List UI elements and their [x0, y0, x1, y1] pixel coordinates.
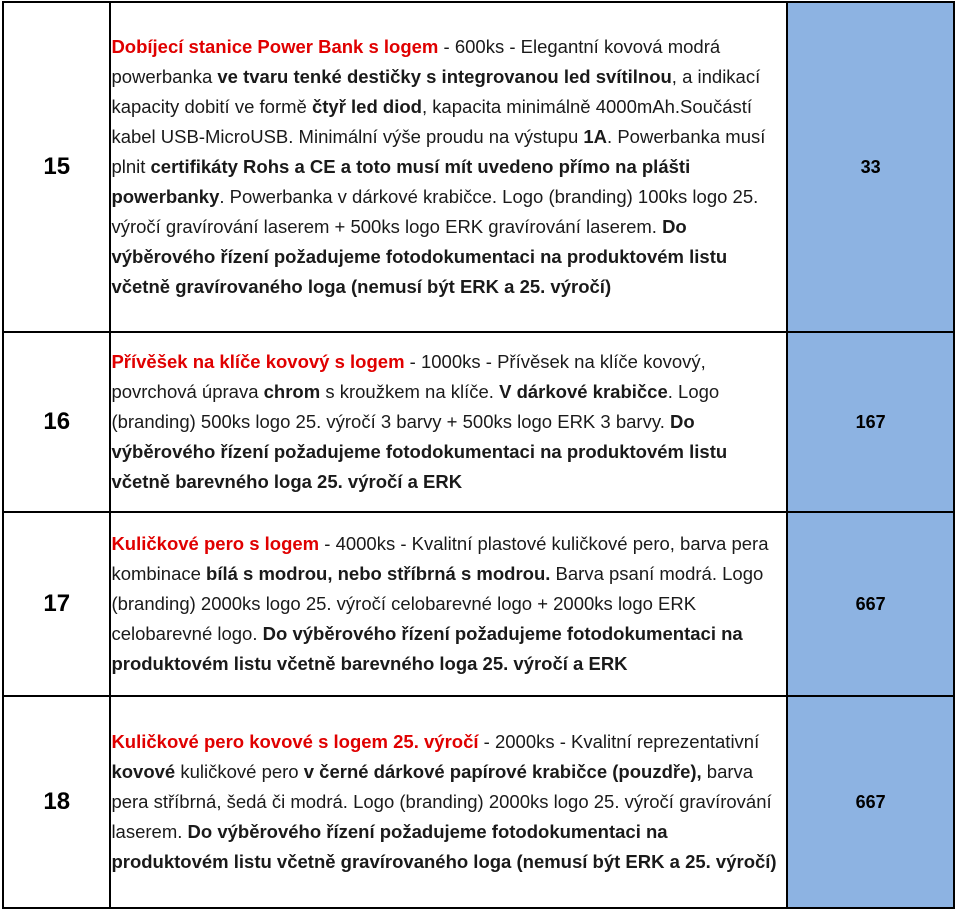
item-quantity: 167 [787, 332, 954, 512]
item-description [110, 696, 787, 908]
requirement-note: Do výběrového řízení požadujeme fotodokumentaci na produktovém listu včetně barevného loga 25. výročí a ERK [111, 411, 728, 492]
description-bold: V dárkové krabičce [499, 381, 668, 402]
item-quantity: 667 [787, 512, 954, 696]
description-text: barva pera stříbrná, šedá či modrá. Logo (branding) 2000ks logo 25. výročí gravírování laserem. [111, 761, 772, 842]
item-title: Kuličkové pero s logem [111, 533, 320, 554]
description-bold: čtyř led diod [311, 96, 422, 117]
item-number: 15 [3, 2, 110, 332]
description-text: - 1000ks - Přívěsek na klíče kovový, povrchová úprava [111, 351, 706, 402]
description-bold: v černé dárkové papírové krabičce (pouzdře), [303, 761, 702, 782]
table-row [3, 512, 954, 696]
description-text: Barva psaní modrá. Logo (branding) 2000ks logo 25. výročí celobarevné logo + 2000ks logo ERK celobarevné logo. [111, 563, 764, 644]
item-title: Dobíjecí stanice Power Bank s logem [111, 36, 439, 57]
table-row [3, 696, 954, 908]
item-quantity: 667 [787, 696, 954, 908]
item-number: 18 [3, 696, 110, 908]
description-text: , a indikací kapacity dobití ve formě [111, 66, 761, 117]
description-text: , kapacita minimálně 4000mAh.Součástí kabel USB-MicroUSB. Minimální výše proudu na výstupu [111, 96, 753, 147]
table-row [3, 2, 954, 332]
description-text: - 2000ks - Kvalitní reprezentativní [478, 731, 760, 752]
requirement-note: Do výběrového řízení požadujeme fotodokumentaci na produktovém listu včetně barevného loga 25. výročí a ERK [111, 623, 743, 674]
description-text: . Powerbanka musí plnit [111, 126, 766, 177]
description-text: . Logo (branding) 500ks logo 25. výročí 3 barvy + 500ks logo ERK 3 barvy. [111, 381, 720, 432]
item-title: Kuličkové pero kovové s logem 25. výročí [111, 731, 479, 752]
description-text: . Powerbanka v dárkové krabičce. Logo (branding) 100ks logo 25. výročí gravírování laserem + 500ks logo ERK gravírování laserem. [111, 186, 759, 237]
description-text: s kroužkem na klíče. [320, 381, 500, 402]
item-description [110, 332, 787, 512]
item-description [110, 512, 787, 696]
description-bold: chrom [263, 381, 321, 402]
description-text: - 600ks - Elegantní kovová modrá powerbanka [111, 36, 721, 87]
table-row [3, 332, 954, 512]
requirement-note: Do výběrového řízení požadujeme fotodokumentaci na produktovém listu včetně gravírovaného loga (nemusí být ERK a 25. výročí) [111, 821, 777, 872]
description-bold: ve tvaru tenké destičky s integrovanou led svítilnou [217, 66, 672, 87]
description-text: kuličkové pero [175, 761, 304, 782]
requirement-note: Do výběrového řízení požadujeme fotodokumentaci na produktovém listu včetně gravírovaného loga (nemusí být ERK a 25. výročí) [111, 216, 728, 297]
item-number: 17 [3, 512, 110, 696]
item-title: Přívěšek na klíče kovový s logem [111, 351, 405, 372]
description-bold: 1A [583, 126, 608, 147]
item-quantity: 33 [787, 2, 954, 332]
items-table [2, 1, 955, 909]
description-bold: certifikáty Rohs a CE a toto musí mít uvedeno přímo na plášti powerbanky [111, 156, 691, 207]
description-bold: bílá s modrou, nebo stříbrná s modrou. [206, 563, 551, 584]
description-bold: kovové [111, 761, 176, 782]
description-text: - 4000ks - Kvalitní plastové kuličkové pero, barva pera kombinace [111, 533, 769, 584]
item-number: 16 [3, 332, 110, 512]
item-description [110, 2, 787, 332]
